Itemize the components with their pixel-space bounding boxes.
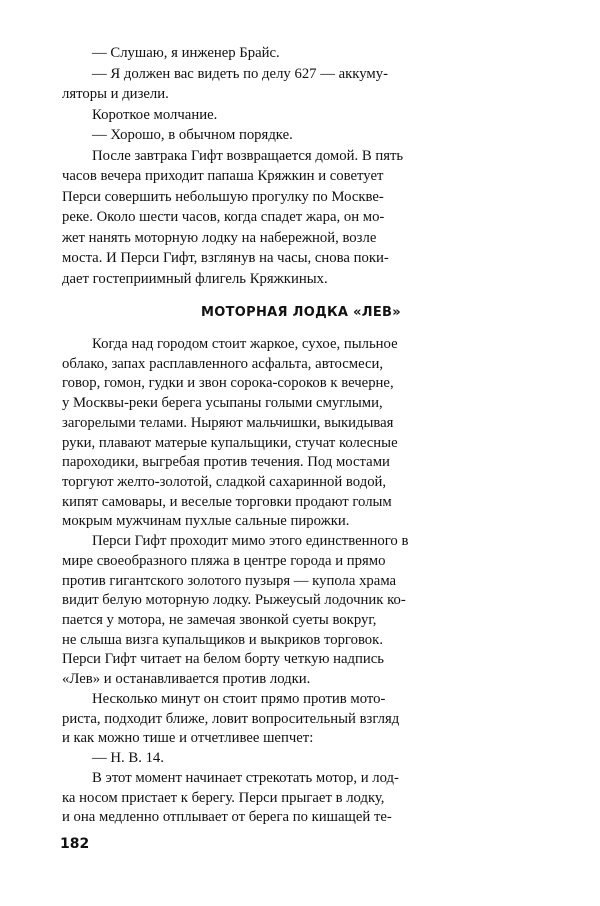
text-line: «Лев» и останавливается против лодки. bbox=[62, 671, 311, 688]
page-number: 182 bbox=[60, 836, 90, 852]
text-line: Несколько минут он стоит прямо против мото- bbox=[92, 690, 386, 707]
text-line: Перси совершить небольшую прогулку по Москве- bbox=[62, 188, 384, 205]
text-line: ка носом пристает к берегу. Перси прыгает в лодку, bbox=[62, 789, 385, 806]
text-line: облако, запах расплавленного асфальта, автосмеси, bbox=[62, 355, 384, 372]
text-line: жет нанять моторную лодку на набережной, возле bbox=[62, 229, 377, 246]
text-line: Когда над городом стоит жаркое, сухое, пыльное bbox=[92, 335, 398, 352]
text-line: часов вечера приходит папаша Кряжкин и советует bbox=[62, 168, 384, 185]
text-line: Короткое молчание. bbox=[92, 106, 218, 123]
text-line: моста. И Перси Гифт, взглянув на часы, снова поки- bbox=[62, 250, 389, 267]
text-line: мире своеобразного пляжа в центре города и прямо bbox=[62, 552, 386, 569]
text-line: пароходики, выгребая против течения. Под мостами bbox=[62, 454, 390, 471]
chapter-title: МОТОРНАЯ ЛОДКА «ЛЕВ» bbox=[201, 305, 401, 321]
text-line: загорелыми телами. Ныряют мальчишки, выкидывая bbox=[62, 414, 394, 431]
text-line: кипят самовары, и веселые торговки продают голым bbox=[62, 493, 392, 510]
text-line: Перси Гифт читает на белом борту четкую надпись bbox=[62, 651, 385, 668]
text-line: ляторы и дизели. bbox=[62, 86, 169, 103]
text-line: и как можно тише и отчетливее шепчет: bbox=[62, 730, 314, 747]
text-line: дает гостеприимный флигель Кряжкиных. bbox=[62, 270, 328, 287]
text-line: пается у мотора, не замечая звонкой суеты вокруг, bbox=[62, 612, 377, 629]
text-line: В этот момент начинает стрекотать мотор, и лод- bbox=[92, 769, 399, 786]
text-line: говор, гомон, гудки и звон сорока-сороков к вечерне, bbox=[62, 375, 394, 392]
text-line: реке. Около шести часов, когда спадет жара, он мо- bbox=[62, 209, 385, 226]
text-line: — Слушаю, я инженер Брайс. bbox=[92, 45, 280, 61]
text-line: мокрым мужчинам пухлые сальные пирожки. bbox=[62, 513, 350, 530]
text-line: — Н. В. 14. bbox=[92, 750, 164, 767]
text-line: После завтрака Гифт возвращается домой. В пять bbox=[92, 147, 404, 164]
text-line: против гигантского золотого пузыря — купола храма bbox=[62, 572, 397, 589]
text-line: не слыша визга купальщиков и выкриков торговок. bbox=[62, 631, 383, 648]
text-line: риста, подходит ближе, ловит вопросительный взгляд bbox=[62, 710, 400, 727]
text-line: Перси Гифт проходит мимо этого единственного в bbox=[92, 533, 409, 550]
text-line: — Хорошо, в обычном порядке. bbox=[92, 127, 293, 144]
text-line: у Москвы-реки берега усыпаны голыми смуглыми, bbox=[62, 395, 383, 412]
text-line: торгуют желто-золотой, сладкой сахаринной водой, bbox=[62, 473, 387, 490]
text-line: и она медленно отплывает от берега по кишащей те- bbox=[62, 809, 392, 826]
text-line: руки, плавают матерые купальщики, стучат колесные bbox=[62, 434, 398, 451]
text-line: видит белую моторную лодку. Рыжеусый лодочник ко- bbox=[62, 592, 406, 609]
text-line: — Я должен вас видеть по делу 627 — аккуму- bbox=[92, 65, 388, 82]
